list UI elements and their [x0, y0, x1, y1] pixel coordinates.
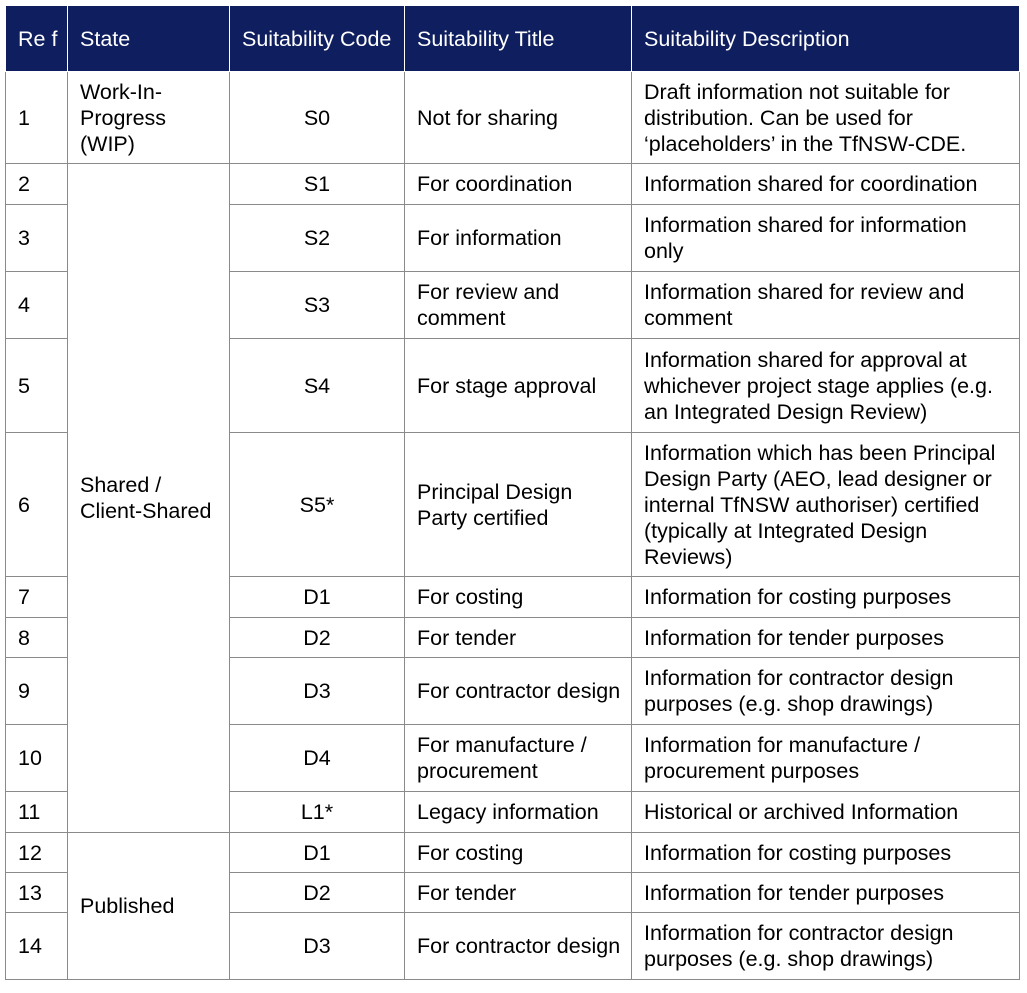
code-cell: D2 — [230, 618, 405, 658]
ref-cell: 4 — [6, 272, 68, 339]
code-cell: S4 — [230, 339, 405, 433]
description-cell: Information for manufacture / procurement purposes — [632, 725, 1020, 792]
description-cell: Information shared for coordination — [632, 164, 1020, 205]
code-cell: S0 — [230, 72, 405, 164]
header-code: Suitability Code — [230, 6, 405, 72]
ref-cell: 10 — [6, 725, 68, 792]
title-cell: For contractor design — [405, 658, 632, 725]
title-cell: For contractor design — [405, 913, 632, 980]
state-cell-published: Published — [68, 833, 230, 980]
title-cell: For stage approval — [405, 339, 632, 433]
title-cell: Principal Design Party certified — [405, 433, 632, 577]
header-title: Suitability Title — [405, 6, 632, 72]
description-cell: Information for tender purposes — [632, 618, 1020, 658]
description-cell: Information for costing purposes — [632, 833, 1020, 873]
ref-cell: 9 — [6, 658, 68, 725]
table-header-row — [6, 6, 1020, 72]
ref-cell: 6 — [6, 433, 68, 577]
code-cell: L1* — [230, 792, 405, 833]
title-cell: For information — [405, 205, 632, 272]
ref-cell: 8 — [6, 618, 68, 658]
table-row — [6, 72, 1020, 164]
ref-cell: 3 — [6, 205, 68, 272]
title-cell: For tender — [405, 873, 632, 913]
description-cell: Historical or archived Information — [632, 792, 1020, 833]
title-cell: For costing — [405, 833, 632, 873]
code-cell: D2 — [230, 873, 405, 913]
code-cell: D4 — [230, 725, 405, 792]
table-row — [6, 164, 1020, 205]
description-cell: Information shared for review and comment — [632, 272, 1020, 339]
ref-cell: 12 — [6, 833, 68, 873]
code-cell: S5* — [230, 433, 405, 577]
description-cell: Information which has been Principal Design Party (AEO, lead designer or internal TfNSW authoriser) certified (typically at Integrated Design Reviews) — [632, 433, 1020, 577]
code-cell: S3 — [230, 272, 405, 339]
description-cell: Information shared for information only — [632, 205, 1020, 272]
code-cell: D1 — [230, 833, 405, 873]
header-state: State — [68, 6, 230, 72]
ref-cell: 7 — [6, 577, 68, 618]
title-cell: Not for sharing — [405, 72, 632, 164]
header-description: Suitability Description — [632, 6, 1020, 72]
description-cell: Information for contractor design purposes (e.g. shop drawings) — [632, 913, 1020, 980]
table-row — [6, 833, 1020, 873]
title-cell: For review and comment — [405, 272, 632, 339]
code-cell: D1 — [230, 577, 405, 618]
code-cell: S1 — [230, 164, 405, 205]
description-cell: Information for contractor design purposes (e.g. shop drawings) — [632, 658, 1020, 725]
ref-cell: 14 — [6, 913, 68, 980]
state-cell-wip: Work-In-Progress (WIP) — [68, 72, 230, 164]
description-cell: Information for tender purposes — [632, 873, 1020, 913]
title-cell: For costing — [405, 577, 632, 618]
title-cell: Legacy information — [405, 792, 632, 833]
description-cell: Information for costing purposes — [632, 577, 1020, 618]
ref-cell: 5 — [6, 339, 68, 433]
header-ref: Re f — [6, 6, 68, 72]
code-cell: D3 — [230, 658, 405, 725]
ref-cell: 11 — [6, 792, 68, 833]
state-cell-shared: Shared / Client-Shared — [68, 164, 230, 833]
title-cell: For manufacture / procurement — [405, 725, 632, 792]
title-cell: For tender — [405, 618, 632, 658]
ref-cell: 1 — [6, 72, 68, 164]
description-cell: Information shared for approval at whichever project stage applies (e.g. an Integrated Design Review) — [632, 339, 1020, 433]
title-cell: For coordination — [405, 164, 632, 205]
suitability-codes-table — [5, 5, 1020, 980]
ref-cell: 2 — [6, 164, 68, 205]
code-cell: S2 — [230, 205, 405, 272]
ref-cell: 13 — [6, 873, 68, 913]
code-cell: D3 — [230, 913, 405, 980]
description-cell: Draft information not suitable for distribution. Can be used for ‘placeholders’ in the TfNSW-CDE. — [632, 72, 1020, 164]
